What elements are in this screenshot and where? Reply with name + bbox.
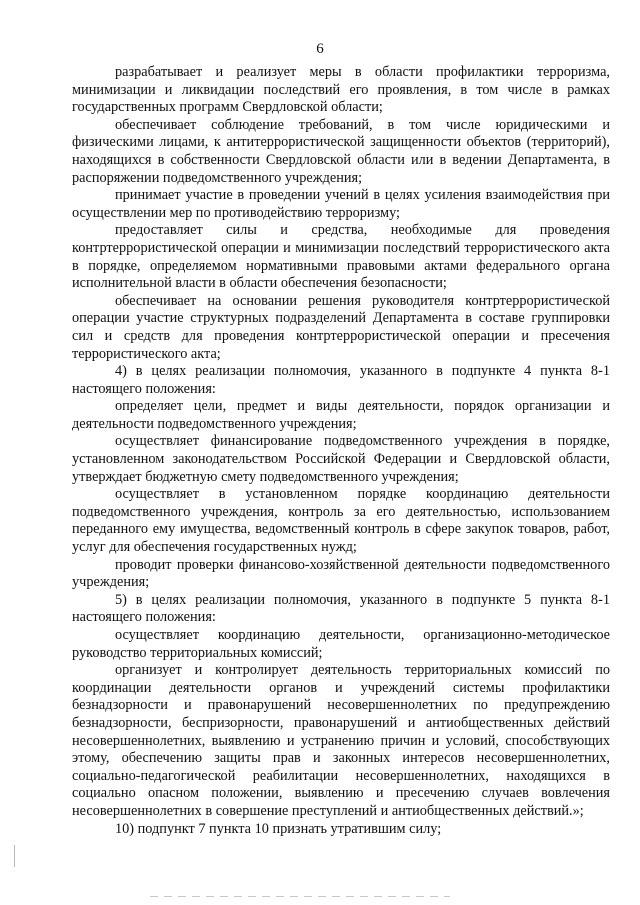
scan-artifact bbox=[14, 845, 15, 867]
paragraph: 10) подпункт 7 пункта 10 признать утратившим силу; bbox=[115, 820, 442, 837]
paragraph: осуществляет в установленном порядке координацию деятельности подведомственного учреждения, контроль за его деятельностью, использованием переданного ему имущества, ведомственный контроль в сфере закупок товаров, работ, услуг для обеспечения государственных нужд; bbox=[72, 486, 610, 556]
scan-artifact bbox=[150, 896, 450, 897]
paragraph: обеспечивает соблюдение требований, в том числе юридическими и физическими лицами, к антитеррористической защищенности объектов (территорий), находящихся в собственности Свердловской области или в ведении Департамента, в распоряжении подведомственного учреждения; bbox=[72, 116, 610, 186]
paragraph: 4) в целях реализации полномочия, указанного в подпункте 4 пункта 8-1 настоящего положения: bbox=[72, 363, 610, 397]
paragraph: осуществляет финансирование подведомственного учреждения в порядке, установленном законодательством Российской Федерации и Свердловской области, утверждает бюджетную смету подведомственного учреждения; bbox=[72, 433, 610, 485]
paragraph: организует и контролирует деятельность территориальных комиссий по координации деятельности органов и учреждений системы профилактики безнадзорности и правонарушений несовершеннолетних по предупреждению безнадзорности, беспризорности, правонарушений и антиобщественных действий несовершеннолетних, выявлению и устранению причин и условий, способствующих этому, обеспечению защиты прав и законных интересов несовершеннолетних, социально-педагогической реабилитации несовершеннолетних, находящихся в социально опасном положении, выявлению и пресечению случаев вовлечения несовершеннолетних в совершение преступлений и антиобщественных действий.»; bbox=[72, 662, 610, 819]
document-body bbox=[72, 64, 610, 838]
paragraph: принимает участие в проведении учений в целях усиления взаимодействия при осуществлении мер по противодействию терроризму; bbox=[72, 187, 610, 221]
paragraph: обеспечивает на основании решения руководителя контртеррористической операции участие структурных подразделений Департамента в составе группировки сил и средств для проведения контртеррористической операции и пресечения террористического акта; bbox=[72, 292, 610, 362]
paragraph: предоставляет силы и средства, необходимые для проведения контртеррористической операции и минимизации последствий террористического акта в порядке, определяемом нормативными правовыми актами федерального органа исполнительной власти в области обеспечения безопасности; bbox=[72, 222, 610, 292]
paragraph: 5) в целях реализации полномочия, указанного в подпункте 5 пункта 8-1 настоящего положения: bbox=[72, 591, 610, 626]
paragraph: осуществляет координацию деятельности, организационно-методическое руководство территориальных комиссий; bbox=[72, 627, 610, 661]
page-number: 6 bbox=[316, 41, 324, 57]
paragraph: разрабатывает и реализует меры в области профилактики терроризма, минимизации и ликвидации последствий его проявления, в том числе в рамках государственных программ Свердловской области; bbox=[72, 64, 610, 116]
paragraph: определяет цели, предмет и виды деятельности, порядок организации и деятельности подведомственного учреждения; bbox=[72, 398, 610, 432]
paragraph: проводит проверки финансово-хозяйственной деятельности подведомственного учреждения; bbox=[72, 556, 610, 591]
